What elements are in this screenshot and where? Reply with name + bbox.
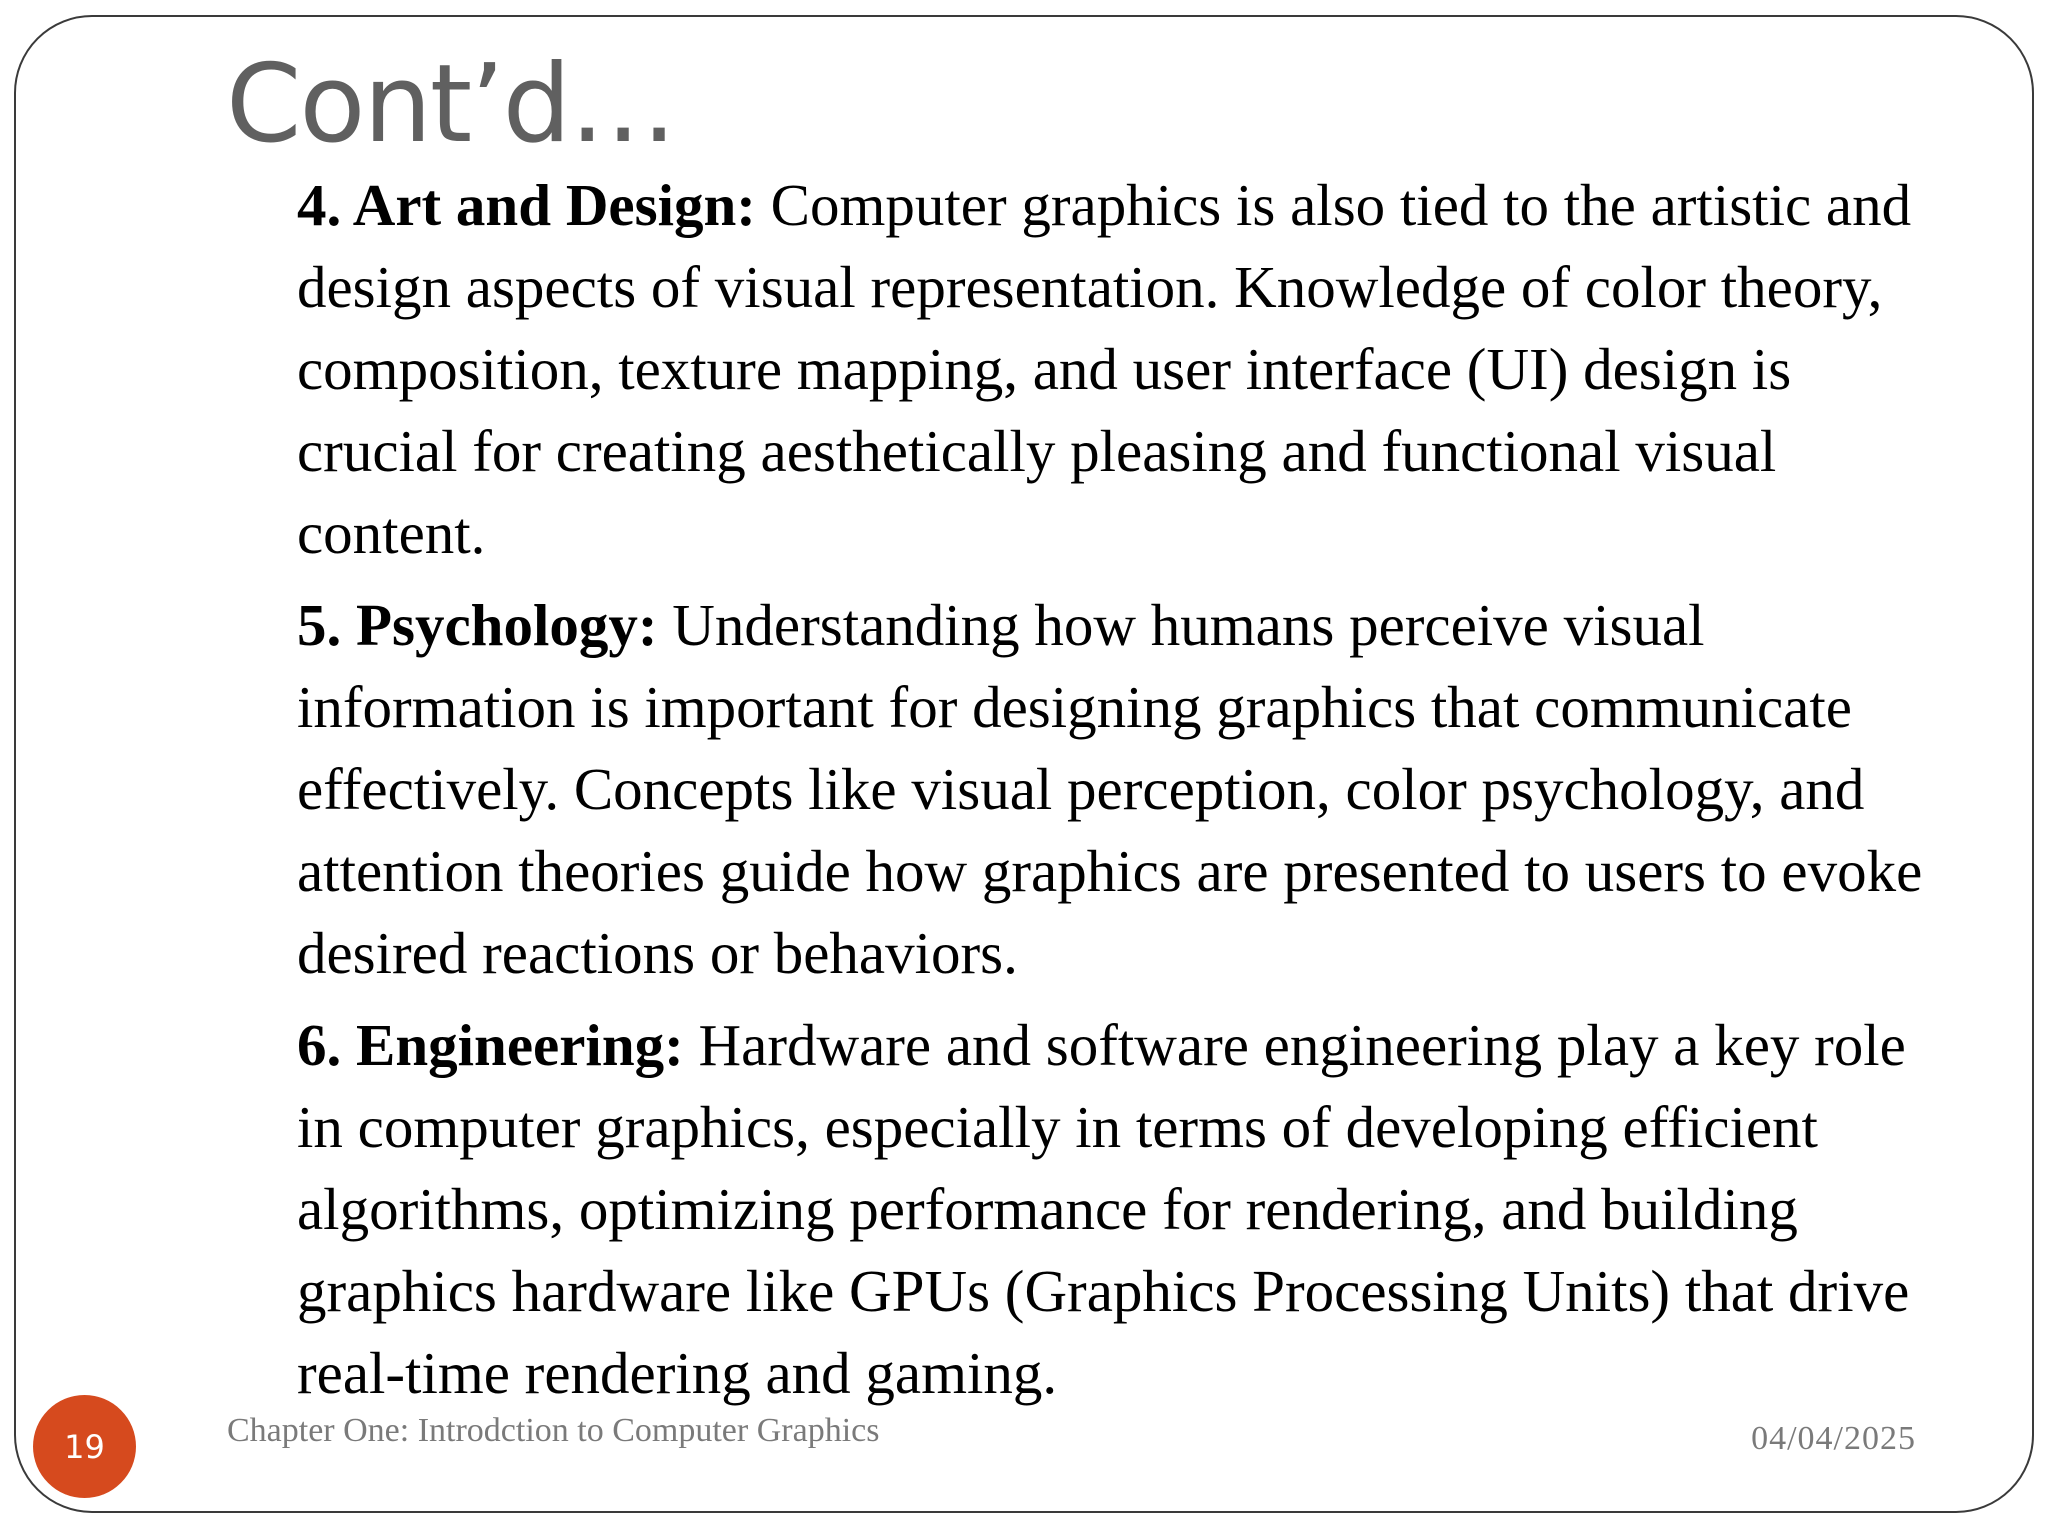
item-text: Hardware and software engineering play a key role in computer graphics, especially in terms of developing efficient algorithms, optimizing performance for rendering, and building graphics hardware like GPUs (Graphics Processing Units) that drive real-time rendering and gaming. [297,1012,1910,1406]
footer-date: 04/04/2025 [1751,1420,1916,1457]
list-item-psychology [297,584,1957,994]
list-item-art-and-design [297,164,1957,574]
item-text: Computer graphics is also tied to the artistic and design aspects of visual representation. Knowledge of color theory, composition, texture mapping, and user interface (UI) design is crucial for creating aesthetically pleasing and functional visual content. [297,172,1912,566]
item-heading: 5. Psychology: [297,592,658,658]
page-number-badge [33,1395,136,1498]
item-text: Understanding how humans perceive visual information is important for designing graphics that communicate effectively. Concepts like visual perception, color psychology, and attention theories guide how graphics are presented to users to evoke desired reactions or behaviors. [297,592,1923,986]
item-heading: 4. Art and Design: [297,172,756,238]
slide-title: Cont’d… [226,42,676,167]
item-heading: 6. Engineering: [297,1012,684,1078]
slide-body [297,164,1957,1424]
footer-chapter-title: Chapter One: Introdction to Computer Graphics [227,1412,880,1449]
list-item-engineering [297,1004,1957,1414]
page-number: 19 [64,1427,105,1466]
